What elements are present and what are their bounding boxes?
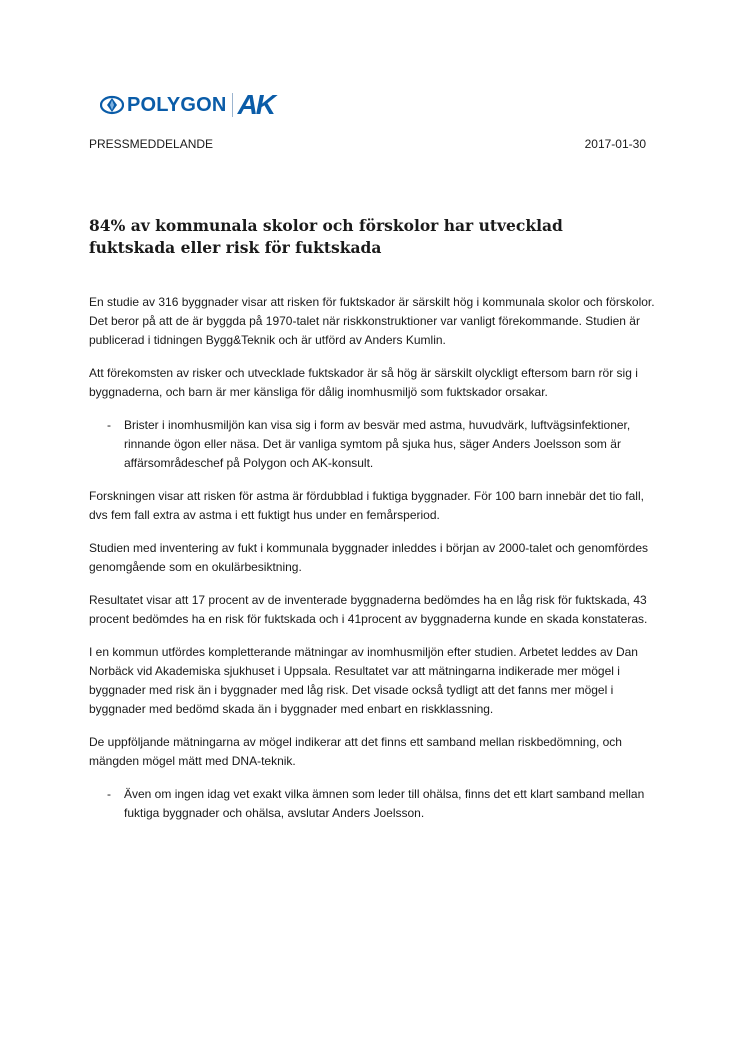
polygon-logo-icon [100,95,124,115]
quote-dash: - [107,418,111,432]
logo-divider [232,93,233,117]
ak-konsult-logo: AK [237,89,275,120]
paragraph: Resultatet visar att 17 procent av de inventerade byggnaderna bedömdes ha en låg risk för fuktskada, 43 procent bedömdes ha en risk för fuktskada och i 41procent av byggnaderna kunde en skada konstateras. [89,593,648,626]
polygon-wordmark: POLYGON [127,93,227,116]
quote-item [89,785,664,823]
paragraph: I en kommun utfördes kompletterande mätningar av inomhusmiljön efter studien. Arbetet leddes av Dan Norbäck vid Akademiska sjukhuset i Uppsala. Resultatet var att mätningarna indikerade mer mögel i byggnader med risk än i byggnader med låg risk. Det visade också tydligt att det fanns mer mögel i byggnader med bedömd skada än i byggnader med enbart en riskklassning. [89,645,638,716]
quote-text: Även om ingen idag vet exakt vilka ämnen som leder till ohälsa, finns det ett klart samband mellan fuktiga byggnader och ohälsa, avslutar Anders Joelsson. [124,787,645,820]
quote-text: Brister i inomhusmiljön kan visa sig i form av besvär med astma, huvudvärk, luftvägsinfektioner, rinnande ögon eller näsa. Det är vanliga symtom på sjuka hus, säger Anders Joelsson som är affärsområdeschef på Polygon och AK-konsult. [124,418,631,470]
paragraph: De uppföljande mätningarna av mögel indikerar att det finns ett samband mellan riskbedömning, och mängden mögel mätt med DNA-teknik. [89,735,622,768]
paragraph: Studien med inventering av fukt i kommunala byggnader inleddes i början av 2000-talet och genomfördes genomgående som en okulärbesiktning. [89,541,649,574]
paragraph: Att förekomsten av risker och utvecklade fuktskador är så hög är särskilt olyckligt eftersom barn rör sig i byggnaderna, och barn är mer känsliga för dålig inomhusmiljö som fuktskador orsakar. [89,366,638,399]
article-body [89,293,664,837]
paragraph: En studie av 316 byggnader visar att risken för fuktskador är särskilt hög i kommunala skolor och förskolor. Det beror på att de är byggda på 1970-talet när riskkonstruktioner var vanligt förekommande. Studien är publicerad i tidningen Bygg&Teknik och är utförd av Anders Kumlin. [89,295,655,347]
polygon-logo [100,94,227,117]
document-type-label: PRESSMEDDELANDE [89,137,214,151]
quote-item [89,416,664,473]
quote-dash: - [107,787,111,801]
document-date: 2017-01-30 [584,137,646,151]
page-title: 84% av kommunala skolor och förskolor har utvecklad fuktskada eller risk för fuktskada [89,216,563,257]
company-logo [100,88,274,122]
paragraph: Forskningen visar att risken för astma är fördubblad i fuktiga byggnader. För 100 barn innebär det tio fall, dvs fem fall extra av astma i ett fuktigt hus under en femårsperiod. [89,489,644,522]
